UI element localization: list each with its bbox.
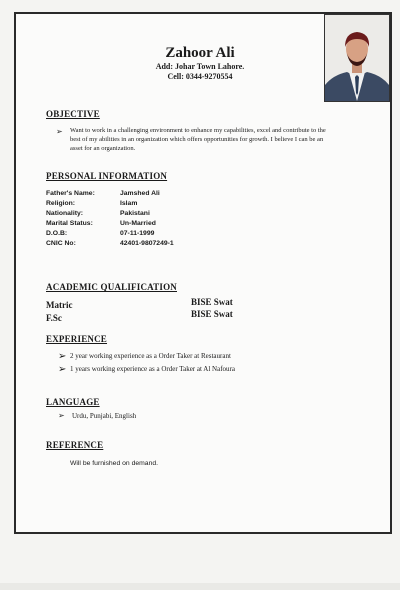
personal-heading: PERSONAL INFORMATION xyxy=(46,171,168,181)
personal-value: 42401-9807249-1 xyxy=(120,240,174,247)
experience-arrow-icon: ➢ xyxy=(58,351,67,362)
academic-degree: Matric xyxy=(46,300,73,310)
personal-label: Marital Status: xyxy=(46,220,93,227)
personal-value: Pakistani xyxy=(120,210,150,217)
academic-degree: F.Sc xyxy=(46,313,62,323)
personal-value: Islam xyxy=(120,200,138,207)
reference-heading: REFERENCE xyxy=(46,440,104,450)
objective-line: asset for an organization. xyxy=(70,145,136,152)
objective-heading: OBJECTIVE xyxy=(46,109,100,119)
personal-label: Father's Name: xyxy=(46,190,95,197)
objective-line: Want to work in a challenging environment to enhance my capabilities, excel and contribute to the xyxy=(70,127,326,134)
academic-board: BISE Swat xyxy=(191,297,233,307)
candidate-address: Add: Johar Town Lahore. xyxy=(155,62,245,71)
language-arrow-icon: ➢ xyxy=(58,411,65,420)
personal-label: D.O.B: xyxy=(46,230,68,237)
scan-edge xyxy=(0,583,400,590)
personal-label: Nationality: xyxy=(46,210,84,217)
objective-line: best of my abilities in an organization which offers opportunities for growth. I believe I can be an xyxy=(70,136,324,143)
profile-photo xyxy=(324,14,390,102)
person-photo-icon xyxy=(325,15,389,101)
personal-label: Religion: xyxy=(46,200,76,207)
reference-text: Will be furnished on demand. xyxy=(70,460,159,467)
experience-arrow-icon: ➢ xyxy=(58,364,67,375)
experience-heading: EXPERIENCE xyxy=(46,334,108,344)
personal-value: Jamshed Ali xyxy=(120,190,160,197)
language-item: Urdu, Punjabi, English xyxy=(72,412,137,420)
candidate-cell: Cell: 0344-9270554 xyxy=(167,72,233,81)
objective-arrow-icon: ➢ xyxy=(56,127,63,136)
personal-value: 07-11-1999 xyxy=(120,230,155,237)
academic-heading: ACADEMIC QUALIFICATION xyxy=(46,282,177,292)
personal-value: Un-Married xyxy=(120,220,156,227)
academic-board: BISE Swat xyxy=(191,309,233,319)
candidate-name: Zahoor Ali xyxy=(165,45,235,61)
personal-label: CNIC No: xyxy=(46,240,76,247)
experience-item: 2 year working experience as a Order Taker at Restaurant xyxy=(70,352,231,360)
language-heading: LANGUAGE xyxy=(46,397,100,407)
experience-item: 1 years working experience as a Order Taker at Al Nafoura xyxy=(70,365,235,373)
